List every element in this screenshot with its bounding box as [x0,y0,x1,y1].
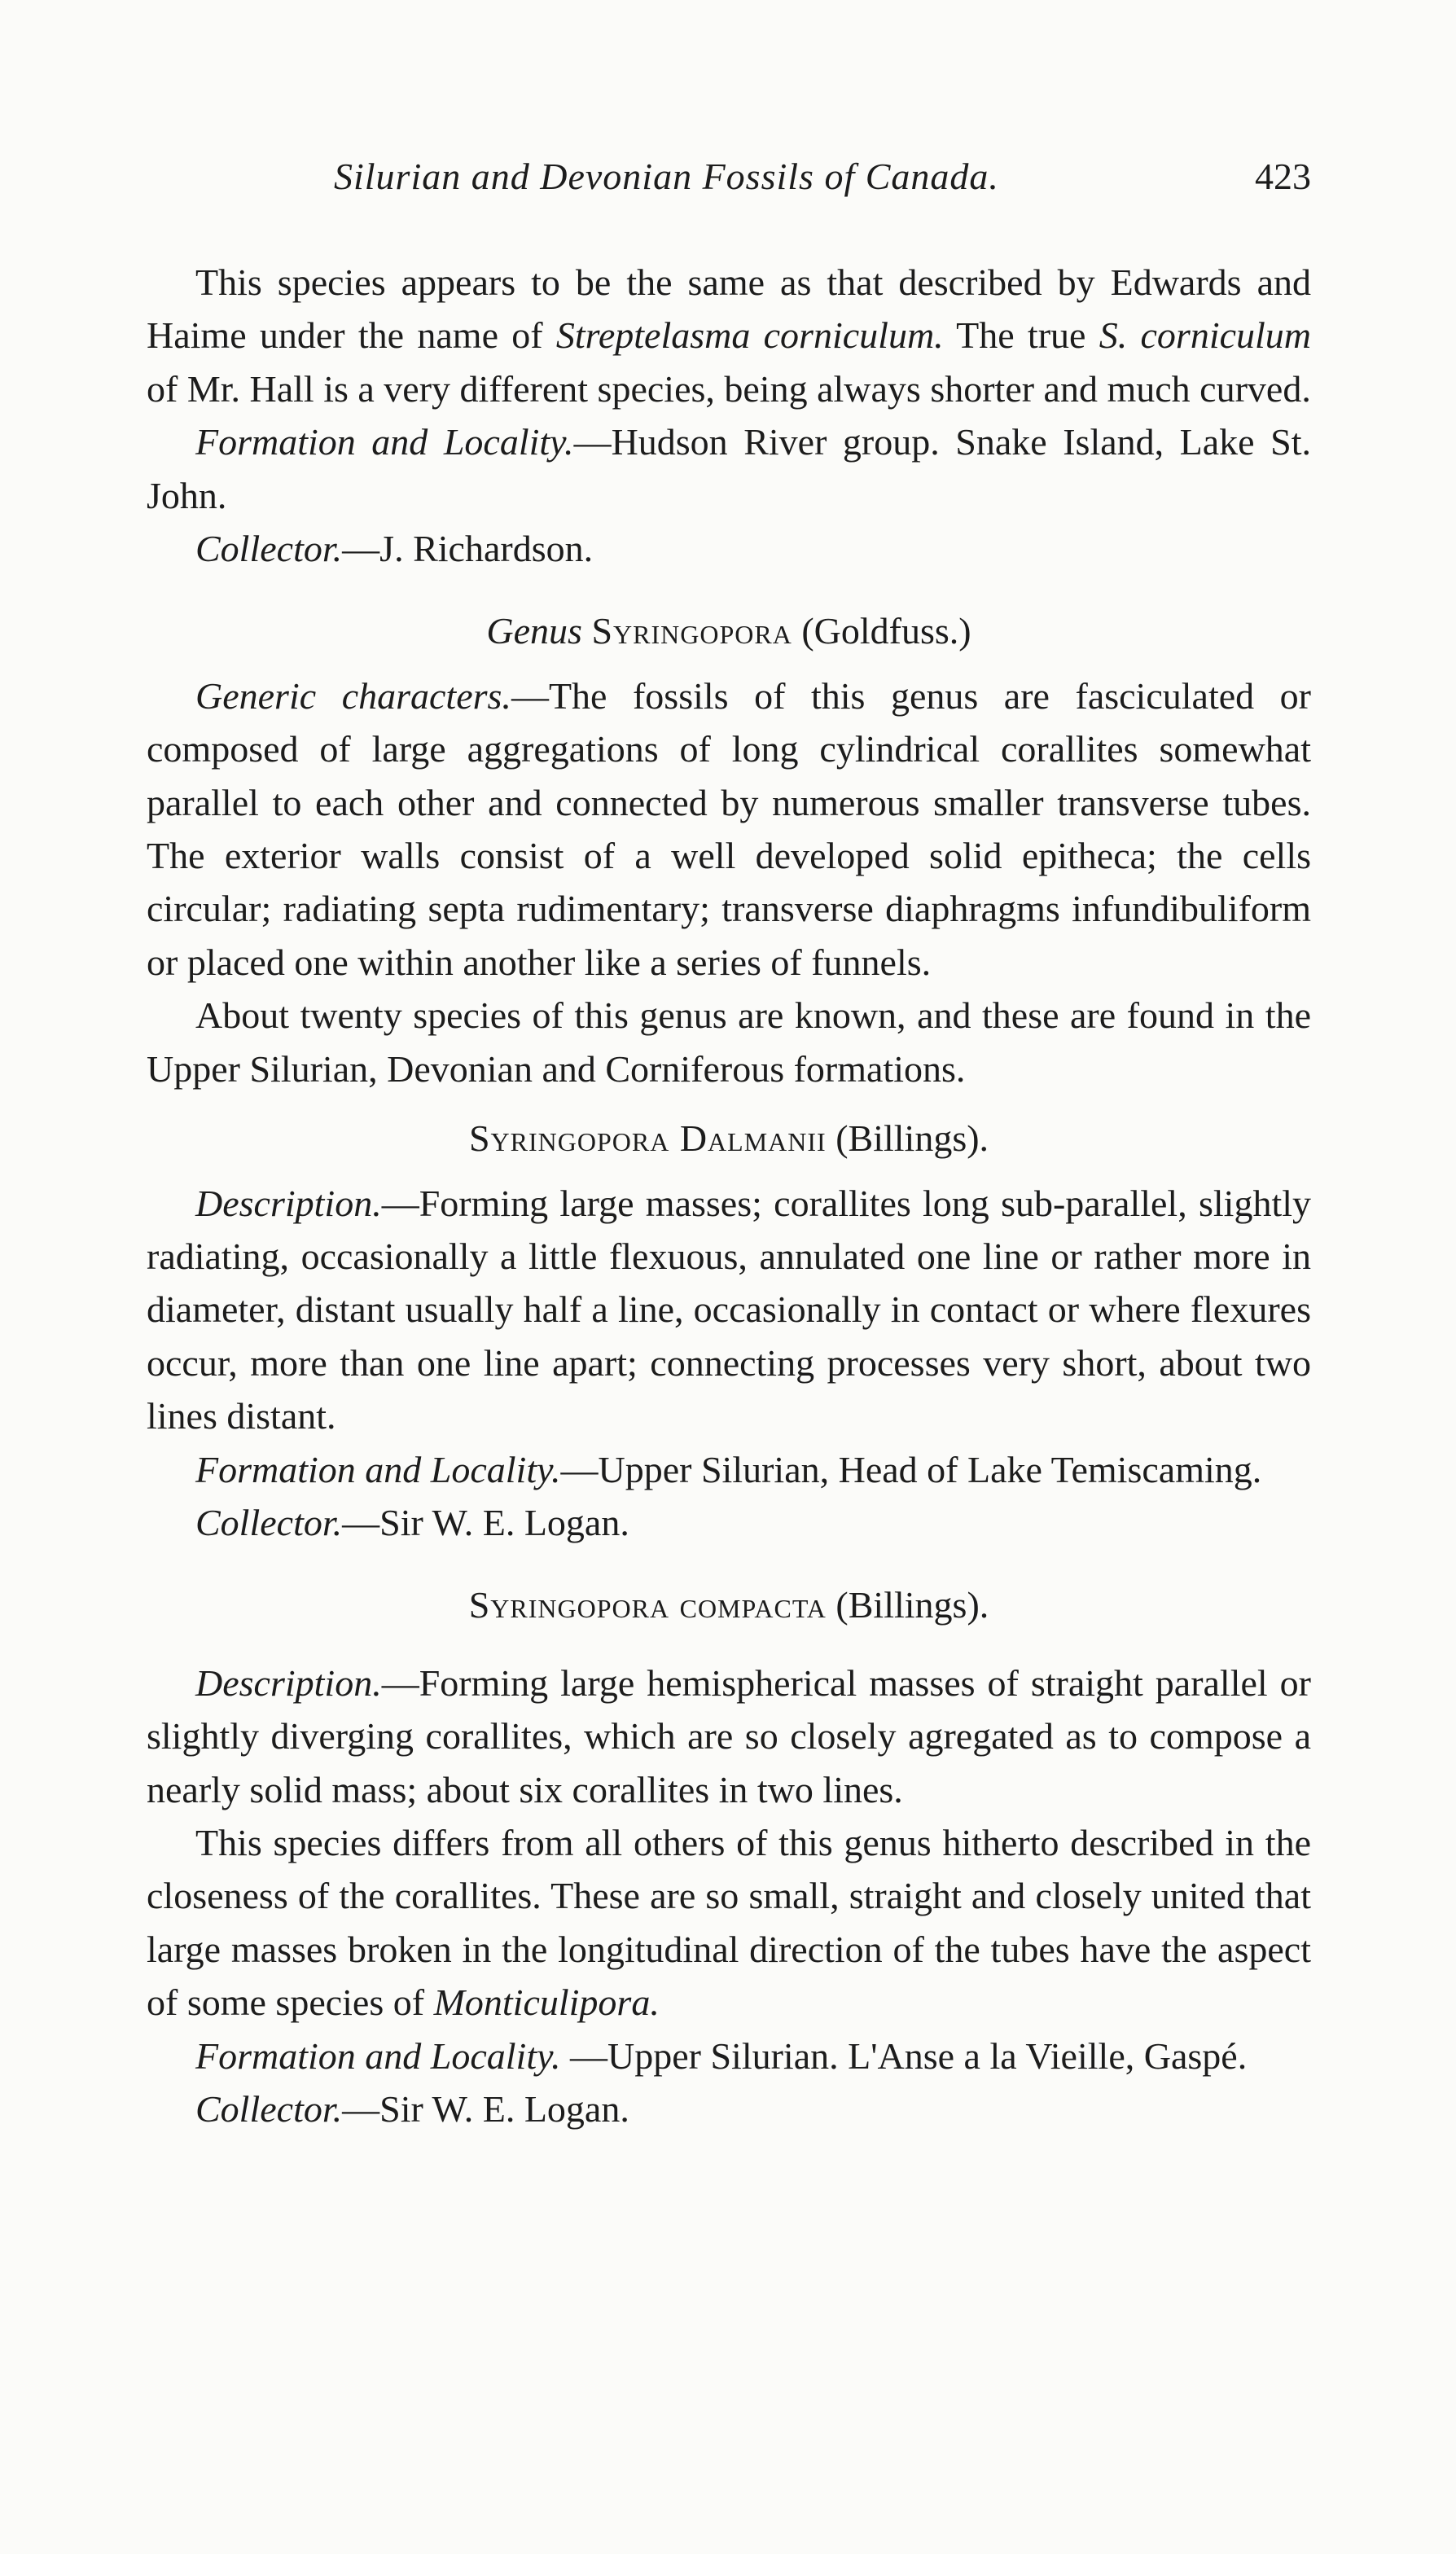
collector-text: —J. Richardson. [342,528,594,570]
intro-paragraph [147,256,1311,415]
compacta-collector [147,2082,1311,2135]
page-number: 423 [1255,156,1311,197]
formation-text: —Upper Silurian. L'Anse a la Vieille, Gaspé. [560,2034,1248,2077]
collector-label: Collector. [195,1501,343,1543]
species-count-paragraph: About twenty species of this genus are known, and these are found in the Upper Silurian, Devonian and Corniferous formations. [147,994,1311,1090]
intro-collector [147,522,1311,575]
running-title: Silurian and Devonian Fossils of Canada. [334,156,999,197]
description-label: Description. [195,1661,382,1704]
intro-text-3: of Mr. Hall is a very different species, being always shorter and much curved. [147,367,1311,410]
compacta-formation [147,2030,1311,2082]
formation-label: Formation and Locality. [195,421,574,463]
genus-name-monticulipora: Monticulipora. [433,1981,660,2024]
genus-heading [147,604,1311,657]
dalmanii-heading [147,1112,1311,1165]
compacta-comparison [147,1816,1311,2030]
collector-label: Collector. [195,528,343,570]
formation-label: Formation and Locality. [195,2034,561,2077]
dalmanii-heading-author: (Billings). [826,1117,989,1160]
collector-label: Collector. [195,2088,343,2130]
intro-text-2: The true [943,314,1099,357]
compacta-heading-author: (Billings). [826,1584,989,1626]
generic-characters-paragraph [147,669,1311,989]
formation-text: —Upper Silurian, Head of Lake Temiscaming. [560,1448,1262,1490]
compacta-heading [147,1578,1311,1631]
intro-text-1: This species appears to be the same as that described by Edwards and Haime under the name of [147,261,1311,357]
genus-heading-name: Syringopora [591,610,792,652]
collector-text: —Sir W. E. Logan. [342,2088,629,2130]
intro-formation [147,415,1311,522]
formation-label: Formation and Locality. [195,1448,561,1490]
compacta-description [147,1657,1311,1816]
description-label: Description. [195,1182,382,1224]
dalmanii-formation [147,1443,1311,1496]
comparison-text: This species differs from all others of this genus hitherto described in the closeness of the corallites. These are so small, straight and closely united that large masses broken in the longitudinal direction of the tubes have the aspect of some species of [147,1821,1311,2024]
book-page [147,155,1311,2135]
running-header [147,155,1311,228]
formation-text: —Hudson River group. Snake Island, Lake St. John. [147,421,1311,516]
generic-characters-label: Generic characters. [195,674,511,717]
species-name-s-corniculum: S. corniculum [1099,314,1312,357]
compacta-heading-name: Syringopora compacta [468,1584,827,1626]
dalmanii-description [147,1177,1311,1443]
description-text: —Forming large masses; corallites long sub-parallel, slightly radiating, occasionally a little flexuous, annulated one line or rather more in diameter, distant usually half a line, occasionally in contact or where flexures occur, more than one line apart; connecting processes very short, about two lines distant. [147,1182,1311,1437]
genus-heading-prefix: Genus [486,610,582,652]
dalmanii-heading-name: Syringopora Dalmanii [468,1117,827,1160]
species-name-streptelasma: Streptelasma corniculum. [555,314,944,357]
dalmanii-collector [147,1496,1311,1549]
genus-heading-author: (Goldfuss.) [792,610,971,652]
description-text: —Forming large hemispherical masses of straight parallel or slightly diverging corallites, which are so closely agregated as to compose a nearly solid mass; about six corallites in two lines. [147,1661,1311,1810]
collector-text: —Sir W. E. Logan. [342,1501,629,1543]
generic-characters-text: —The fossils of this genus are fasciculated or composed of large aggregations of long cylindrical corallites somewhat parallel to each other and connected by numerous smaller transverse tubes. The exterior walls consist of a well developed solid epitheca; the cells circular; radiating septa rudimentary; transverse diaphragms infundibuliform or placed one within another like a series of funnels. [147,674,1311,983]
